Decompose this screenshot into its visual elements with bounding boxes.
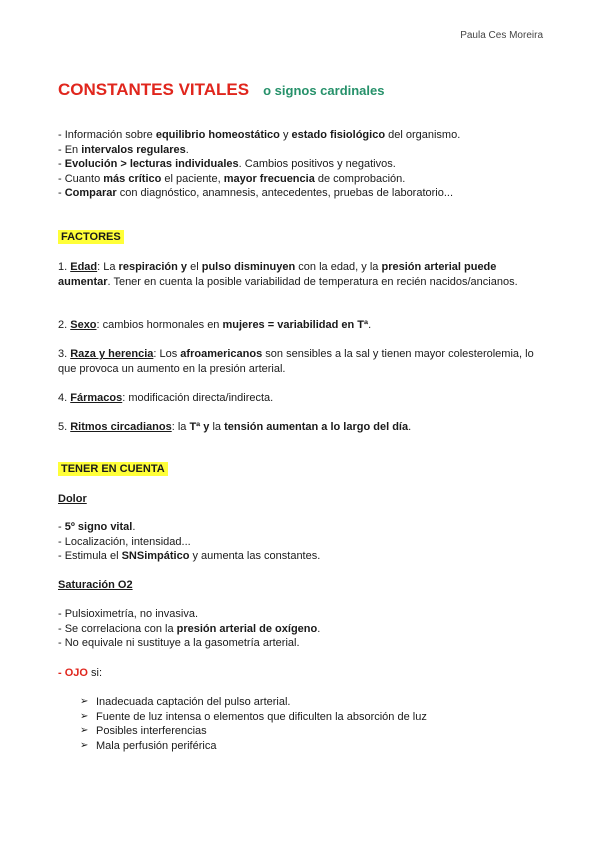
arrow-bullet-icon: ➢ <box>80 710 89 722</box>
factor-sexo <box>58 318 548 333</box>
text-bold: mayor frecuencia <box>223 172 315 185</box>
factor-number: 1. <box>58 261 71 273</box>
author-name: Paula Ces Moreira <box>460 30 543 41</box>
saturacion-title-text: Saturación O2 <box>58 579 133 591</box>
ojo-line <box>58 666 548 681</box>
page-title: CONSTANTES VITALES <box>58 80 250 99</box>
text: : Los <box>153 348 181 360</box>
page-subtitle: o signos cardinales <box>263 83 385 98</box>
text: - En <box>58 143 82 156</box>
text: del organismo. <box>385 129 461 141</box>
text: la <box>209 421 225 433</box>
bullet-text: Fuente de luz intensa o elementos que dificulten la absorción de luz <box>96 710 427 723</box>
text-bold: pulso disminuyen <box>201 261 296 273</box>
text: con diagnóstico, anamnesis, antecedentes, pruebas de laboratorio... <box>116 187 454 200</box>
text: el <box>187 261 202 273</box>
factor-label: Raza y herencia <box>70 348 154 360</box>
arrow-bullet-icon: ➢ <box>80 696 89 707</box>
factor-number: 3. <box>58 348 71 360</box>
text-bold: mujeres = variabilidad en Tª <box>222 319 369 331</box>
intro-line <box>58 143 548 158</box>
factores-heading-row <box>58 230 548 245</box>
intro-line <box>58 172 548 187</box>
factor-number: 5. <box>58 421 71 433</box>
bullet-item <box>80 710 552 725</box>
factor-label: Ritmos circadianos <box>70 421 172 433</box>
text-bold: equilibrio homeostático <box>155 129 280 141</box>
text-bold: afroamericanos <box>180 348 263 360</box>
saturacion-title <box>58 578 548 593</box>
text: - Estimula el <box>58 550 122 563</box>
text: : la <box>171 421 190 433</box>
text: . <box>185 143 189 156</box>
text-bold: Comparar <box>64 187 117 200</box>
bullet-item <box>80 739 552 754</box>
bullet-item <box>80 724 552 739</box>
text: : La <box>97 261 119 273</box>
text: - Información sobre <box>58 129 156 141</box>
text: si: <box>87 667 103 679</box>
factor-raza <box>58 347 548 376</box>
ojo-dash: - <box>58 667 65 679</box>
bullet-text: Mala perfusión periférica <box>96 739 217 752</box>
text: . Cambios positivos y negativos. <box>238 158 396 171</box>
dolor-list <box>58 520 548 564</box>
tener-heading-row <box>58 462 548 477</box>
text: . <box>408 421 412 433</box>
text-bold: más crítico <box>103 172 162 185</box>
intro-line <box>58 186 548 201</box>
text-bold: presión arterial puede aumentar <box>58 261 497 288</box>
text: - <box>58 158 65 171</box>
tener-heading: TENER EN CUENTA <box>58 462 168 476</box>
arrow-bullet-icon: ➢ <box>80 725 89 737</box>
text-bold: estado fisiológico <box>291 129 386 141</box>
text: de comprobación. <box>314 172 406 185</box>
text: : modificación directa/indirecta. <box>122 392 274 404</box>
ojo-bullets <box>62 695 552 753</box>
text: y <box>279 129 292 141</box>
arrow-bullet-icon: ➢ <box>80 739 89 751</box>
factor-number: 4. <box>58 392 71 404</box>
factor-label: Fármacos <box>70 392 123 404</box>
text: - Cuanto <box>58 172 104 185</box>
text-bold: presión arterial de oxígeno <box>176 622 318 635</box>
saturacion-list <box>58 607 548 651</box>
text: - Pulsioximetría, no invasiva. <box>58 608 198 620</box>
text-bold: respiración y <box>118 261 188 273</box>
factor-ritmos <box>58 420 548 435</box>
title-row <box>58 80 384 100</box>
bullet-text: Posibles interferencias <box>96 725 207 738</box>
bullet-text: Inadecuada captación del pulso arterial. <box>96 696 291 708</box>
text: - Se correlaciona con la <box>58 622 177 635</box>
text-bold: SNSimpático <box>121 550 190 563</box>
intro-list <box>58 128 548 201</box>
text: . Tener en cuenta la posible variabilidad de temperatura en recién nacidos/ancianos. <box>107 275 518 288</box>
bullet-item <box>80 695 552 710</box>
text: : cambios hormonales en <box>96 319 223 331</box>
text-bold: 5º signo vital <box>64 521 133 533</box>
factor-number: 2. <box>58 319 71 331</box>
factor-label: Sexo <box>70 319 97 331</box>
factor-edad <box>58 260 548 289</box>
text: son sensibles a la sal y tienen mayor colesterolemia, lo que provoca un aumento en la presión arterial. <box>58 348 534 375</box>
text-bold: intervalos regulares <box>81 143 186 156</box>
factor-label: Edad <box>70 261 98 273</box>
dolor-title-text: Dolor <box>58 493 87 505</box>
text-bold: Tª y <box>189 421 210 433</box>
text-bold: Evolución > lecturas individuales <box>64 158 239 171</box>
intro-line <box>58 128 548 143</box>
dolor-title <box>58 492 548 507</box>
factores-heading: FACTORES <box>58 230 124 244</box>
text: . <box>317 622 321 635</box>
text: - <box>58 521 65 533</box>
text: - No equivale ni sustituye a la gasometría arterial. <box>58 637 300 650</box>
factor-farmacos <box>58 391 548 406</box>
text: - Localización, intensidad... <box>58 535 191 548</box>
text: . <box>132 521 136 533</box>
text: con la edad, y la <box>295 261 382 273</box>
intro-line <box>58 157 548 172</box>
text: . <box>368 319 372 331</box>
text: - <box>58 187 65 200</box>
text-bold: tensión aumentan a lo largo del día <box>224 421 409 433</box>
text: el paciente, <box>161 172 224 185</box>
text: y aumenta las constantes. <box>189 550 321 563</box>
ojo-word: OJO <box>64 667 88 679</box>
